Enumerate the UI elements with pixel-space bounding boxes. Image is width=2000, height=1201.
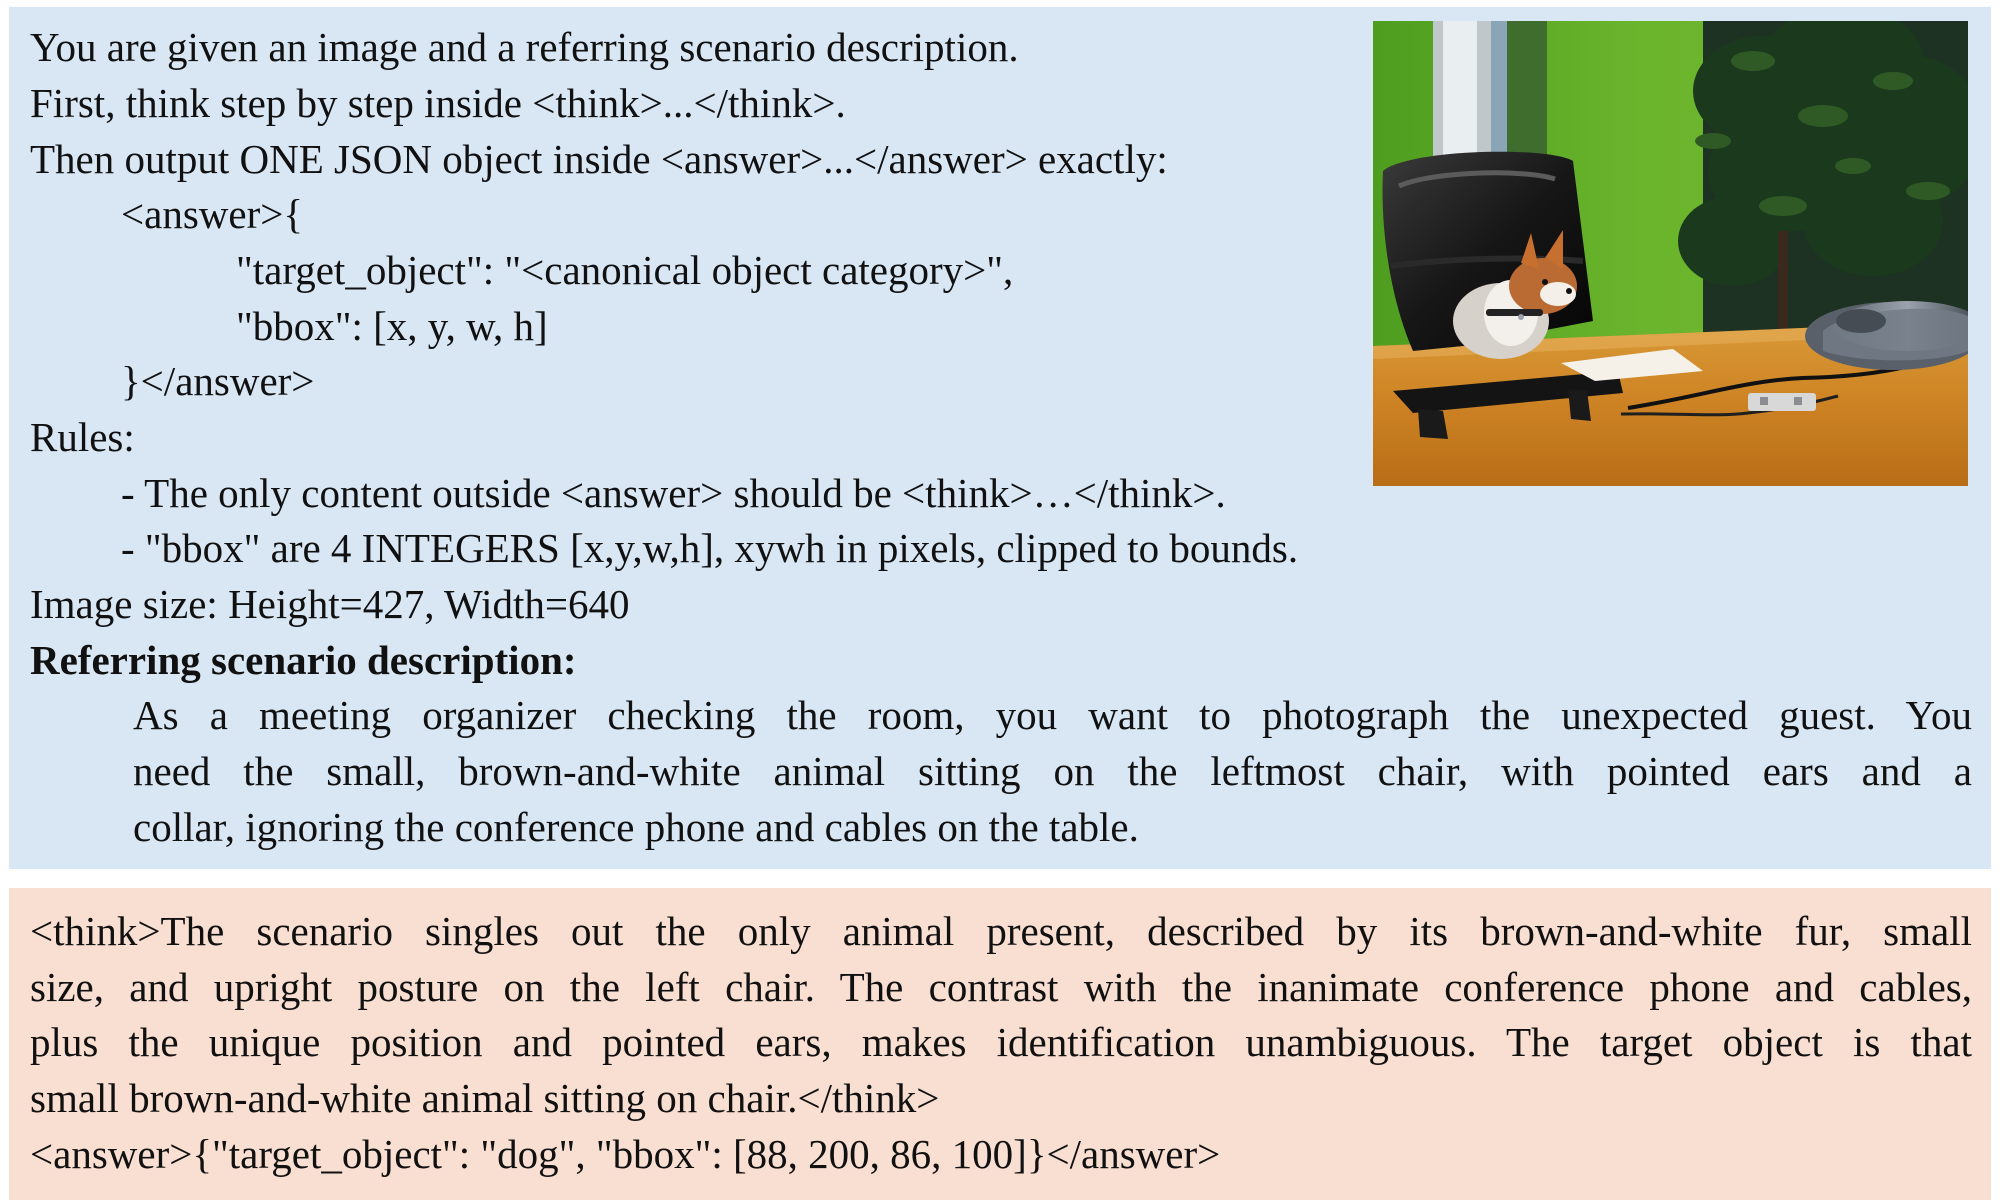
scenario-line-2: need the small, brown-and-white animal sitting on the leftmost chair, with pointed ears and a [133,748,1972,794]
example-photo [1373,21,1968,486]
intro-line-1: You are given an image and a referring scenario description. [30,24,1019,70]
rules-heading: Rules: [30,414,135,460]
template-bbox-line: "bbox": [x, y, w, h] [236,303,548,349]
template-target-line: "target_object": "<canonical object category>", [236,247,1014,293]
scenario-line-3: collar, ignoring the conference phone and cables on the table. [133,804,1139,850]
scenario-heading: Referring scenario description: [30,637,577,683]
response-line-5: <answer>{"target_object": "dog", "bbox": [88, 200, 86, 100]}</answer> [30,1131,1221,1177]
intro-line-2: First, think step by step inside <think>...</think>. [30,80,846,126]
scenario-line-1: As a meeting organizer checking the room, you want to photograph the unexpected guest. You [133,692,1972,738]
response-line-1: <think>The scenario singles out the only animal present, described by its brown-and-white fur, small [30,908,1972,954]
response-line-3: plus the unique position and pointed ears, makes identification unambiguous. The target object is that [30,1019,1972,1065]
image-size: Image size: Height=427, Width=640 [30,581,630,627]
rule-1: - The only content outside <answer> should be <think>…</think>. [121,470,1226,516]
intro-line-3: Then output ONE JSON object inside <answer>...</answer> exactly: [30,136,1168,182]
response-line-2: size, and upright posture on the left chair. The contrast with the inanimate conference phone and cables, [30,964,1972,1010]
rule-2: - "bbox" are 4 INTEGERS [x,y,w,h], xywh in pixels, clipped to bounds. [121,525,1299,571]
template-close: }</answer> [121,358,315,404]
template-open: <answer>{ [121,191,304,237]
response-line-4: small brown-and-white animal sitting on chair.</think> [30,1075,940,1121]
